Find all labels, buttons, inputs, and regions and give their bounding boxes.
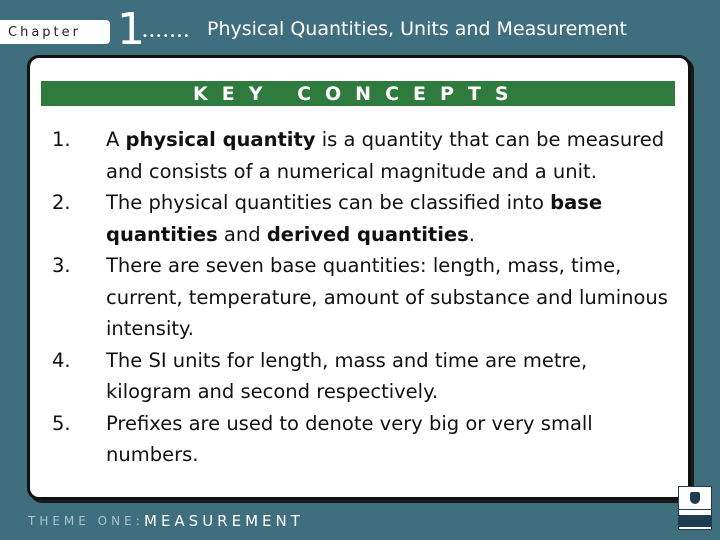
concept-text	[106, 250, 670, 345]
concept-text-part: Prefixes are used to denote very big or very small numbers.	[106, 411, 593, 466]
concept-text	[106, 187, 670, 250]
concept-number: 5.	[52, 411, 71, 435]
concept-text	[106, 124, 670, 187]
footer-subject: MEASUREMENT	[144, 512, 304, 530]
concept-term: physical quantity	[125, 128, 316, 151]
title-dots: •••••••	[142, 31, 191, 42]
concept-item	[52, 408, 670, 471]
concept-number: 2.	[52, 191, 71, 214]
concept-text-part: The physical quantities can be classified into	[106, 191, 551, 214]
chapter-title: Physical Quantities, Units and Measurement	[207, 18, 627, 40]
key-concepts-heading: KEY CONCEPTS	[41, 81, 675, 106]
concept-number: 4.	[52, 348, 71, 372]
concept-item	[52, 187, 670, 250]
concept-item	[52, 124, 670, 187]
concept-number: 1.	[52, 128, 71, 151]
chapter-label: Chapter	[0, 20, 110, 44]
concept-term: derived quantities	[266, 222, 469, 246]
concept-text-part: is a quantity that can be measured and consists of a numerical magnitude and a unit.	[106, 128, 665, 183]
concept-text-part: .	[468, 222, 475, 246]
concept-text	[106, 345, 670, 408]
key-concepts-list	[52, 124, 670, 471]
footer-theme: THEME ONE:	[28, 514, 144, 528]
chapter-number: 1	[117, 4, 145, 55]
concept-text-part: There are seven base quantities: length, mass, time, current, temperature, amount of substance and luminous intensity.	[106, 254, 668, 340]
concept-item	[52, 345, 670, 408]
concept-item	[52, 250, 670, 345]
concept-text-part: A	[106, 128, 126, 151]
concept-text-part: and	[217, 222, 267, 246]
concept-text-part: The SI units for length, mass and time are metre, kilogram and second respectively.	[106, 348, 588, 403]
concept-term: base quantities	[106, 191, 603, 246]
publisher-logo-icon	[678, 486, 712, 530]
concept-text	[106, 408, 670, 471]
concept-number: 3.	[52, 254, 71, 277]
